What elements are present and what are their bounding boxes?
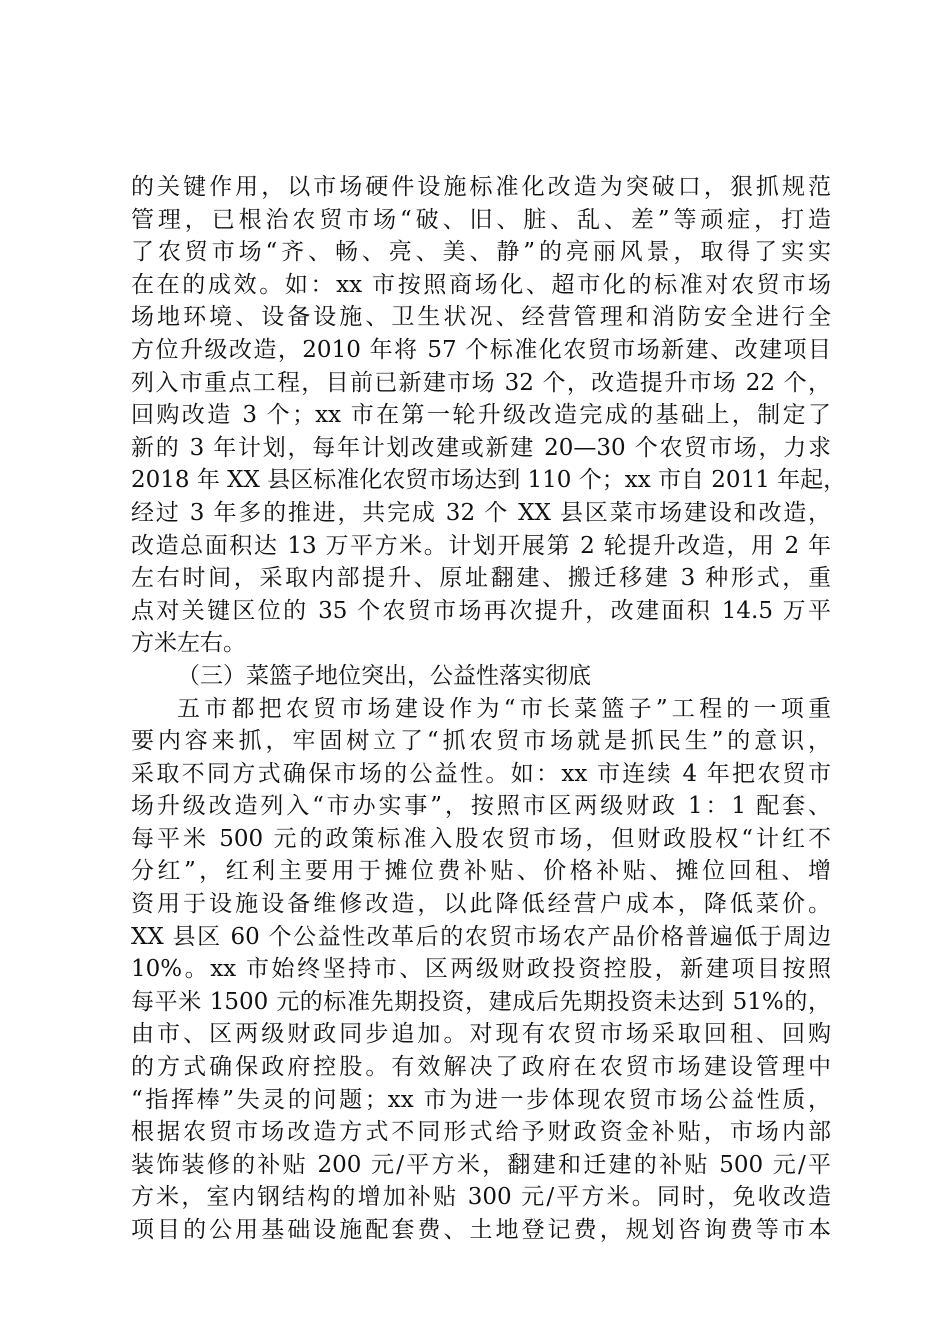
text-line: 根据农贸市场改造方式不同形式给予财政资金补贴，市场内部 xyxy=(131,1119,831,1146)
text-line: 方位升级改造，2010 年将 57 个标准化农贸市场新建、改建项目 xyxy=(131,336,831,363)
text-line: 列入市重点工程，目前已新建市场 32 个，改造提升市场 22 个， xyxy=(131,369,831,396)
text-line: 分红”，红利主要用于摊位费补贴、价格补贴、摊位回租、增 xyxy=(131,858,831,885)
text-line: XX 县区 60 个公益性改革后的农贸市场农产品价格普遍低于周边 xyxy=(131,923,831,950)
text-line: 在在的成效。如：xx 市按照商场化、超市化的标准对农贸市场 xyxy=(131,271,831,298)
text-line: 2018 年 XX 县区标准化农贸市场达到 110 个；xx 市自 2011 年起， xyxy=(131,467,847,494)
text-line: 方米左右。 xyxy=(131,630,246,657)
text-line: 五市都把农贸市场建设作为“市长菜篮子”工程的一项重 xyxy=(177,695,831,722)
text-line: 点对关键区位的 35 个农贸市场再次提升，改建面积 14.5 万平 xyxy=(131,597,831,624)
text-line: 资用于设施设备维修改造，以此降低经营户成本，降低菜价。 xyxy=(131,891,831,918)
text-line: 项目的公用基础设施配套费、土地登记费，规划咨询费等市本 xyxy=(131,1217,831,1243)
paragraph-2 xyxy=(131,693,831,1247)
text-line: 每平米 1500 元的标准先期投资，建成后先期投资未达到 51%的， xyxy=(131,988,831,1015)
text-line: 左右时间，采取内部提升、原址翻建、搬迁移建 3 种形式，重 xyxy=(131,565,831,592)
text-line: 的方式确保政府控股。有效解决了政府在农贸市场建设管理中 xyxy=(131,1054,831,1081)
text-line: 每平米 500 元的政策标准入股农贸市场，但财政股权“计红不 xyxy=(131,825,831,852)
body-text xyxy=(131,171,847,1247)
text-line: 10%。xx 市始终坚持市、区两级财政投资控股，新建项目按照 xyxy=(131,956,831,983)
paragraph-1 xyxy=(131,171,847,660)
text-line: 由市、区两级财政同步追加。对现有农贸市场采取回租、回购 xyxy=(131,1021,831,1048)
text-line: 装饰装修的补贴 200 元/平方米，翻建和迁建的补贴 500 元/平 xyxy=(131,1151,831,1178)
text-line: 管理，已根治农贸市场“破、旧、脏、乱、差”等顽症，打造 xyxy=(131,206,831,233)
text-line: 的关键作用，以市场硬件设施标准化改造为突破口，狠抓规范 xyxy=(131,174,831,200)
text-line: 回购改造 3 个；xx 市在第一轮升级改造完成的基础上，制定了 xyxy=(131,402,831,429)
text-line: 方米，室内钢结构的增加补贴 300 元/平方米。同时，免收改造 xyxy=(131,1184,831,1211)
text-line: 采取不同方式确保市场的公益性。如：xx 市连续 4 年把农贸市 xyxy=(131,760,831,787)
text-line: 新的 3 年计划，每年计划改建或新建 20—30 个农贸市场，力求 xyxy=(131,434,831,461)
text-line: 了农贸市场“齐、畅、亮、美、静”的亮丽风景，取得了实实 xyxy=(131,239,831,266)
section-heading: （三）菜篮子地位突出，公益性落实彻底 xyxy=(177,662,591,689)
text-line: 场升级改造列入“市办实事”，按照市区两级财政 1：1 配套、 xyxy=(131,793,831,820)
text-line: 改造总面积达 13 万平方米。计划开展第 2 轮提升改造，用 2 年 xyxy=(131,532,831,559)
text-line: “指挥棒”失灵的问题；xx 市为进一步体现农贸市场公益性质， xyxy=(131,1086,831,1113)
text-line: 经过 3 年多的推进，共完成 32 个 XX 县区菜市场建设和改造， xyxy=(131,499,831,526)
text-line: 场地环境、设备设施、卫生状况、经营管理和消防安全进行全 xyxy=(131,304,831,331)
text-line: 要内容来抓，牢固树立了“抓农贸市场就是抓民生”的意识， xyxy=(131,728,831,755)
